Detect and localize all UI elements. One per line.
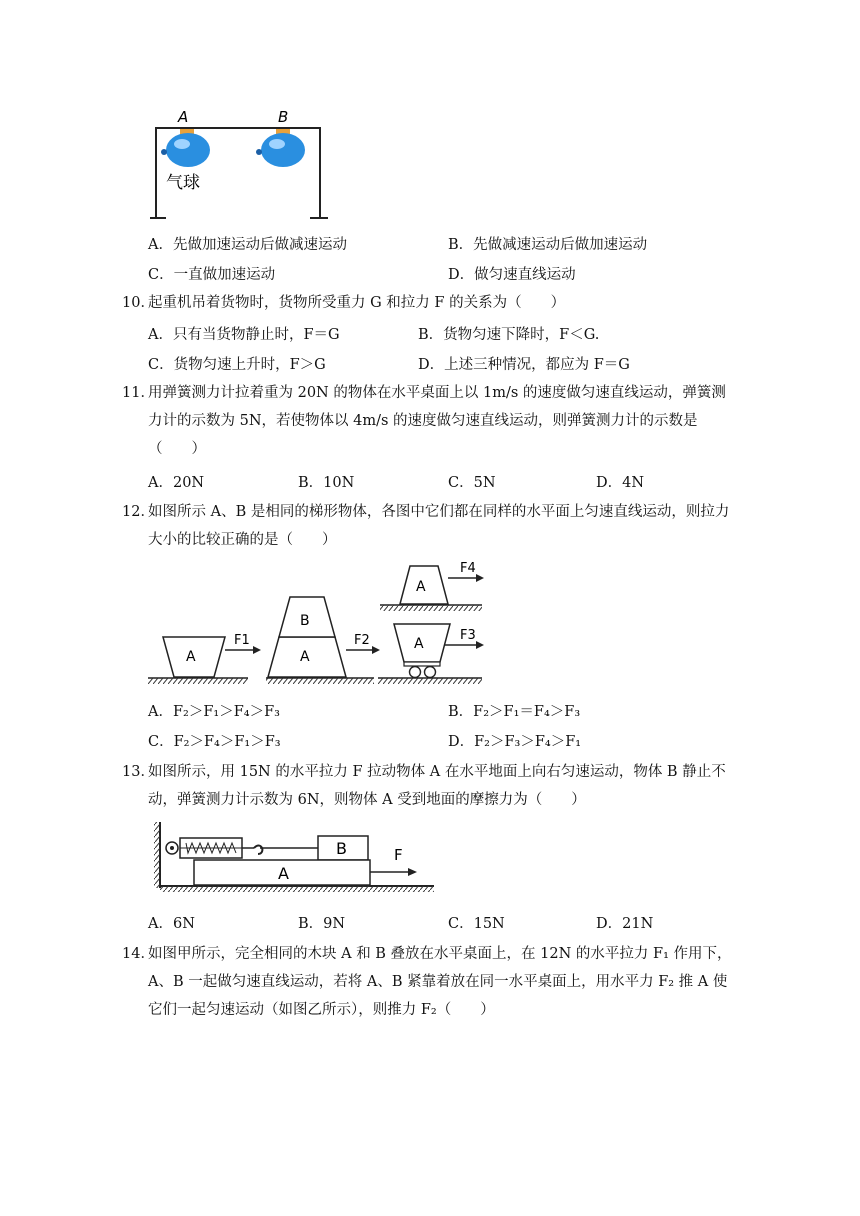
force-f3: F3	[460, 628, 476, 643]
question-stem: 用弹簧测力计拉着重为 20N 的物体在水平桌面上以 1m/s 的速度做匀速直线运动，弹簧测力计的示数为 5N，若使物体以 4m/s 的速度做匀速直线运动，则弹簧测力计的示数是（ ）	[148, 385, 726, 457]
question-number: 10．	[122, 295, 155, 311]
q12-option-c[interactable]: C．F₂＞F₄＞F₁＞F₃	[148, 734, 281, 750]
q12-option-d[interactable]: D．F₂＞F₃＞F₄＞F₁	[448, 734, 582, 750]
q13-option-c[interactable]: C．15N	[448, 916, 505, 932]
q13-option-d[interactable]: D．21N	[596, 916, 654, 932]
force-f1: F1	[234, 633, 250, 648]
force-f2: F2	[354, 633, 370, 648]
q9-option-d[interactable]: D．做匀速直线运动	[448, 267, 576, 283]
question-number: 12．	[122, 504, 155, 520]
q13-option-a[interactable]: A．6N	[148, 916, 195, 932]
balloon-figure	[150, 100, 330, 222]
question-11	[122, 379, 738, 463]
question-number: 13．	[122, 764, 155, 780]
q11-option-a[interactable]: A．20N	[148, 475, 205, 491]
spring-scale-figure	[150, 818, 440, 898]
question-13	[122, 758, 738, 814]
question-12	[122, 498, 738, 554]
force-f: F	[394, 846, 403, 864]
q10-option-c[interactable]: C．货物匀速上升时，F＞G	[148, 357, 326, 373]
balloon-label-a: A	[178, 108, 189, 126]
q11-option-d[interactable]: D．4N	[596, 475, 645, 491]
block-a: A	[278, 864, 289, 883]
q9-option-b[interactable]: B．先做减速运动后做加速运动	[448, 237, 648, 253]
balloon-label-b: B	[278, 108, 289, 126]
block-a-2: A	[300, 649, 310, 665]
q11-option-b[interactable]: B．10N	[298, 475, 355, 491]
q9-option-a[interactable]: A．先做加速运动后做减速运动	[148, 237, 347, 253]
question-14	[122, 940, 738, 1024]
q11-option-c[interactable]: C．5N	[448, 475, 496, 491]
q12-option-b[interactable]: B．F₂＞F₁＝F₄＞F₃	[448, 704, 581, 720]
force-f4: F4	[460, 561, 476, 576]
q10-option-b[interactable]: B．货物匀速下降时，F＜G.	[418, 327, 600, 343]
trapezoid-figure	[148, 558, 490, 688]
block-a-1: A	[186, 649, 196, 665]
block-b: B	[336, 839, 347, 858]
block-a-4: A	[416, 579, 426, 595]
q13-option-b[interactable]: B．9N	[298, 916, 346, 932]
question-10	[122, 289, 738, 317]
question-number: 14．	[122, 946, 155, 962]
question-number: 11．	[122, 385, 155, 401]
question-stem: 如图所示，用 15N 的水平拉力 F 拉动物体 A 在水平地面上向右匀速运动，物体 B 静止不动，弹簧测力计示数为 6N，则物体 A 受到地面的摩擦力为（ ）	[148, 764, 726, 808]
q10-option-a[interactable]: A．只有当货物静止时，F＝G	[148, 327, 340, 343]
q12-option-a[interactable]: A．F₂＞F₁＞F₄＞F₃	[148, 704, 280, 720]
block-a-3: A	[414, 636, 424, 652]
block-b-2: B	[300, 613, 310, 629]
question-stem: 起重机吊着货物时，货物所受重力 G 和拉力 F 的关系为（ ）	[148, 295, 566, 311]
q10-option-d[interactable]: D．上述三种情况，都应为 F＝G	[418, 357, 630, 373]
question-stem: 如图所示 A、B 是相同的梯形物体，各图中它们都在同样的水平面上匀速直线运动，则拉力大小的比较正确的是（ ）	[148, 504, 730, 548]
q9-option-c[interactable]: C．一直做加速运动	[148, 267, 276, 283]
balloon-caption: 气球	[166, 173, 200, 193]
question-stem: 如图甲所示，完全相同的木块 A 和 B 叠放在水平桌面上，在 12N 的水平拉力 F₁ 作用下，A、B 一起做匀速直线运动，若将 A、B 紧靠着放在同一水平桌面上，用水平力 F₂ 推 A 使它们一起匀速运动（如图乙所示），则推力 F₂（ ）	[148, 946, 732, 1018]
